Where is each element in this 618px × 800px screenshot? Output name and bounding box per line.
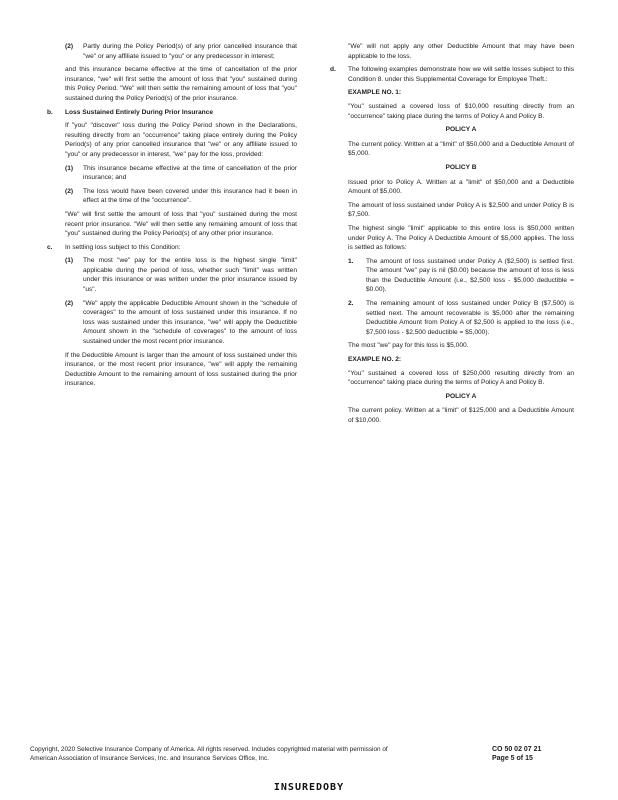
policy-a2-text: The current policy. Written at a "limit" of $125,000 and a Deductible Amount of $10,000. xyxy=(348,407,574,424)
a-item-2-number: (2) xyxy=(65,43,74,50)
section-b xyxy=(47,108,297,118)
policy-a2-heading: POLICY A xyxy=(445,392,477,400)
section-b-label: b. xyxy=(47,108,53,116)
c-continuation: "We" will not apply any other Deductible Amount that may have been applicable to the loss. xyxy=(348,43,574,60)
copyright-footer: Copyright, 2020 Selective Insurance Company of America. All rights reserved. Includes copyrighted material with permission of American Association of Insurance Services, Inc. and Insurance Services Office, Inc. xyxy=(30,746,388,762)
a-item-2-text: Partly during the Policy Period(s) of any prior cancelled insurance that "we" or any affiliate issued to "you" or any predecessor in interest; xyxy=(83,43,297,60)
form-info xyxy=(492,745,592,763)
section-d xyxy=(330,65,574,84)
b-item-1 xyxy=(65,164,297,183)
c-item-1-text: The most "we" pay for the entire loss is the highest single "limit" applicable during the period of loss, whether such "limit" was written under this insurance or was written under the prior insurance issued by "us". xyxy=(83,257,297,294)
a-item-2 xyxy=(65,42,297,61)
example-1-heading: EXAMPLE NO. 1: xyxy=(348,89,402,97)
settle-step-1-number: 1. xyxy=(348,257,354,265)
b-item-2 xyxy=(65,187,297,206)
c-item-2-text: "We" apply the applicable Deductible Amount shown in the "schedule of coverages" to the amount of loss sustained under this insurance. If no loss was sustained under this insurance, "we" will apply the Deductible Amount shown in the "schedule of coverages" to the amount of loss sustained under the most recent prior insurance. xyxy=(83,299,297,346)
settle-step-1 xyxy=(348,257,574,295)
b-item-1-number: (1) xyxy=(65,164,74,172)
settle-step-2-text: The remaining amount of loss sustained under Policy B ($7,500) is settled next. The amount recoverable is $5,000 after the remaining Deductible Amount from Policy A of $2,500 is applied to the loss (i.e., $7,500 loss - $2,500 deductible = $5,000). xyxy=(366,300,574,336)
b-item-1-text: This insurance became effective at the time of cancellation of the prior insurance; and xyxy=(83,164,297,182)
form-number: CO 50 02 07 21 xyxy=(492,746,542,753)
c-item-2-number: (2) xyxy=(65,299,74,307)
section-d-label: d. xyxy=(330,66,336,74)
c-item-2 xyxy=(65,299,297,347)
section-c xyxy=(47,243,297,253)
a-settlement-paragraph: and this insurance became effective at the time of cancellation of the prior insurance, "we" will first settle the amount of loss that "you" sustained during this Policy Period. "We" will then settle the remaining amount of loss that "you" sustained during the Policy Period(s) of the prior insurance. xyxy=(65,66,297,102)
settle-step-1-text: The amount of loss sustained under Policy A ($2,500) is settled first. The amount "we" pay is nil ($0.00) because the amount of loss is less than the Deductible Amount (i.e., $2,500 loss - $5,000 deductible = $0.00). xyxy=(366,257,574,294)
brand-watermark: INSUREDOBY xyxy=(273,782,345,793)
section-b-intro: If "you" "discover" loss during the Policy Period shown in the Declarations, resulting directly from an "occurrence" taking place entirely during the Policy Period(s) of any prior cancelled insurance that "we" or any affiliate issued to "you" or any predecessor in interest, "we" pay for the loss, provided: xyxy=(65,122,297,158)
example-2-heading: EXAMPLE NO. 2: xyxy=(348,356,402,364)
section-b-heading: Loss Sustained Entirely During Prior Insurance xyxy=(65,108,214,116)
page-number: Page 5 of 15 xyxy=(492,755,533,762)
b-item-2-number: (2) xyxy=(65,187,74,195)
settle-step-2 xyxy=(348,299,574,337)
left-column xyxy=(47,42,297,393)
limit-paragraph: The highest single "limit" applicable to this entire loss is $50,000 written under Policy A. The Policy A Deductible Amount of $5,000 applies. The loss is settled as follows: xyxy=(348,224,574,252)
right-column xyxy=(330,42,574,430)
section-d-intro: The following examples demonstrate how we will settle losses subject to this Condition 8. under this Supplemental Coverage for Employee Theft.: xyxy=(348,66,574,83)
settle-step-2-number: 2. xyxy=(348,300,354,308)
policy-b-text: Issued prior to Policy A. Written at a "limit" of $50,000 and a Deductible Amount of $5,000. xyxy=(348,178,574,196)
amount-paragraph: The amount of loss sustained under Policy A is $2,500 and under Policy B is $7,500. xyxy=(348,201,574,219)
section-c-heading: In settling loss subject to this Condition: xyxy=(65,243,181,251)
section-b-paragraph: "We" will first settle the amount of loss that "you" sustained during the most recent prior insurance. "We" will then settle any remaining amount of loss that "you" sustained during the Policy Period(s) of any other prior insurance. xyxy=(65,210,297,238)
section-c-paragraph: If the Deductible Amount is larger than the amount of loss sustained under this insurance, or the most recent prior insurance, "we" will apply the remaining Deductible Amount to the remaining amount of loss sustained during the prior insurance. xyxy=(65,351,297,388)
c-item-1-number: (1) xyxy=(65,257,74,265)
most-we-pay-paragraph: The most "we" pay for this loss is $5,000. xyxy=(348,342,469,350)
policy-a-text: The current policy. Written at a "limit" of $50,000 and a Deductible Amount of $5,000. xyxy=(348,140,574,158)
policy-b-heading: POLICY B xyxy=(445,163,477,171)
section-c-label: c. xyxy=(47,243,53,251)
b-item-2-text: The loss would have been covered under this insurance had it been in effect at the time of the "occurrence". xyxy=(83,187,297,205)
c-item-1 xyxy=(65,256,297,294)
example-1-intro: "You" sustained a covered loss of $10,000 resulting directly from an "occurrence" taking place during the terms of Policy A and Policy B. xyxy=(348,102,574,120)
policy-a-heading: POLICY A xyxy=(445,126,477,134)
example-2-intro: "You" sustained a covered loss of $250,000 resulting directly from an "occurrence" taking place during the terms of Policy A and Policy B. xyxy=(348,369,574,387)
